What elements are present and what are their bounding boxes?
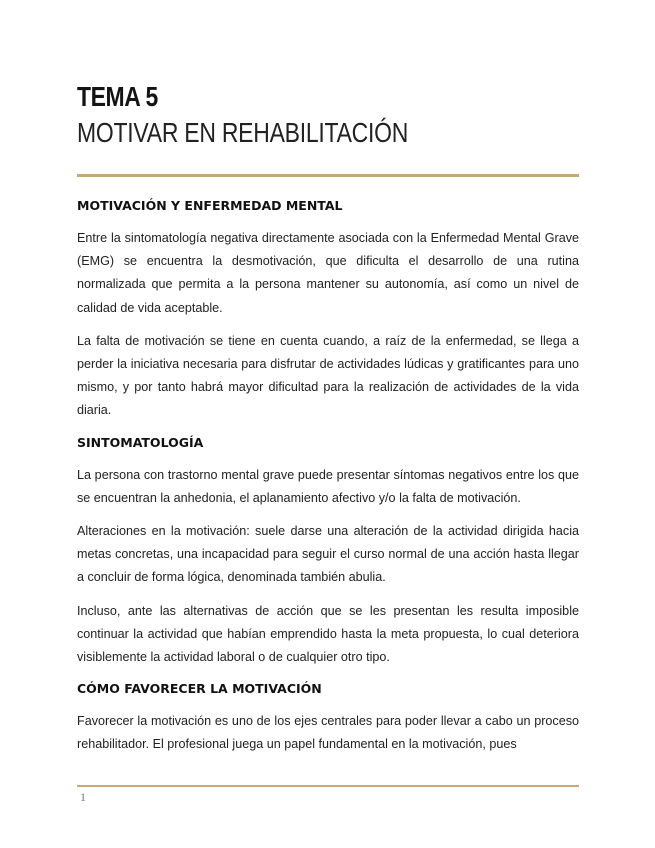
section-heading-favorecer: CÓMO FAVORECER LA MOTIVACIÓN <box>77 681 322 697</box>
document-body <box>77 196 579 767</box>
paragraph: La persona con trastorno mental grave puede presentar síntomas negativos entre los que se encuentran la anhedonia, el aplanamiento afectivo y/o la falta de motivación. <box>77 467 579 505</box>
header-divider <box>77 174 579 177</box>
chapter-title: MOTIVAR EN REHABILITACIÓN <box>77 117 409 148</box>
paragraph: Favorecer la motivación es uno de los ejes centrales para poder llevar a cabo un proceso rehabilitador. El profesional juega un papel fundamental en la motivación, pues <box>77 714 579 752</box>
section-heading-motivacion: MOTIVACIÓN Y ENFERMEDAD MENTAL <box>77 198 343 213</box>
paragraph: Incluso, ante las alternativas de acción que se les presentan les resulta imposible continuar la actividad que habían emprendido hasta la meta propuesta, lo cual deteriora visiblemente la actividad laboral o de cualquier otro tipo. <box>77 603 579 665</box>
paragraph: La falta de motivación se tiene en cuenta cuando, a raíz de la enfermedad, se llega a perder la iniciativa necesaria para disfrutar de actividades lúdicas y gratificantes para uno mismo, y por tanto habrá mayor dificultad para la realización de actividades de la vida diaria. <box>77 333 579 418</box>
page-number: 1 <box>80 790 86 804</box>
title-block <box>77 80 579 152</box>
paragraph: Alteraciones en la motivación: suele darse una alteración de la actividad dirigida hacia metas concretas, una incapacidad para seguir el curso normal de una acción hasta llegar a concluir de forma lógica, denominada también abulia. <box>77 524 579 585</box>
section-heading-sintomatologia: SINTOMATOLOGÍA <box>77 434 204 450</box>
footer-divider <box>77 785 579 787</box>
chapter-number: TEMA 5 <box>77 81 158 112</box>
paragraph: Entre la sintomatología negativa directamente asociada con la Enfermedad Mental Grave (EMG) se encuentra la desmotivación, que dificulta el desarrollo de una rutina normalizada que permita a la persona mantener su autonomía, así como un nivel de calidad de vida aceptable. <box>77 231 579 315</box>
